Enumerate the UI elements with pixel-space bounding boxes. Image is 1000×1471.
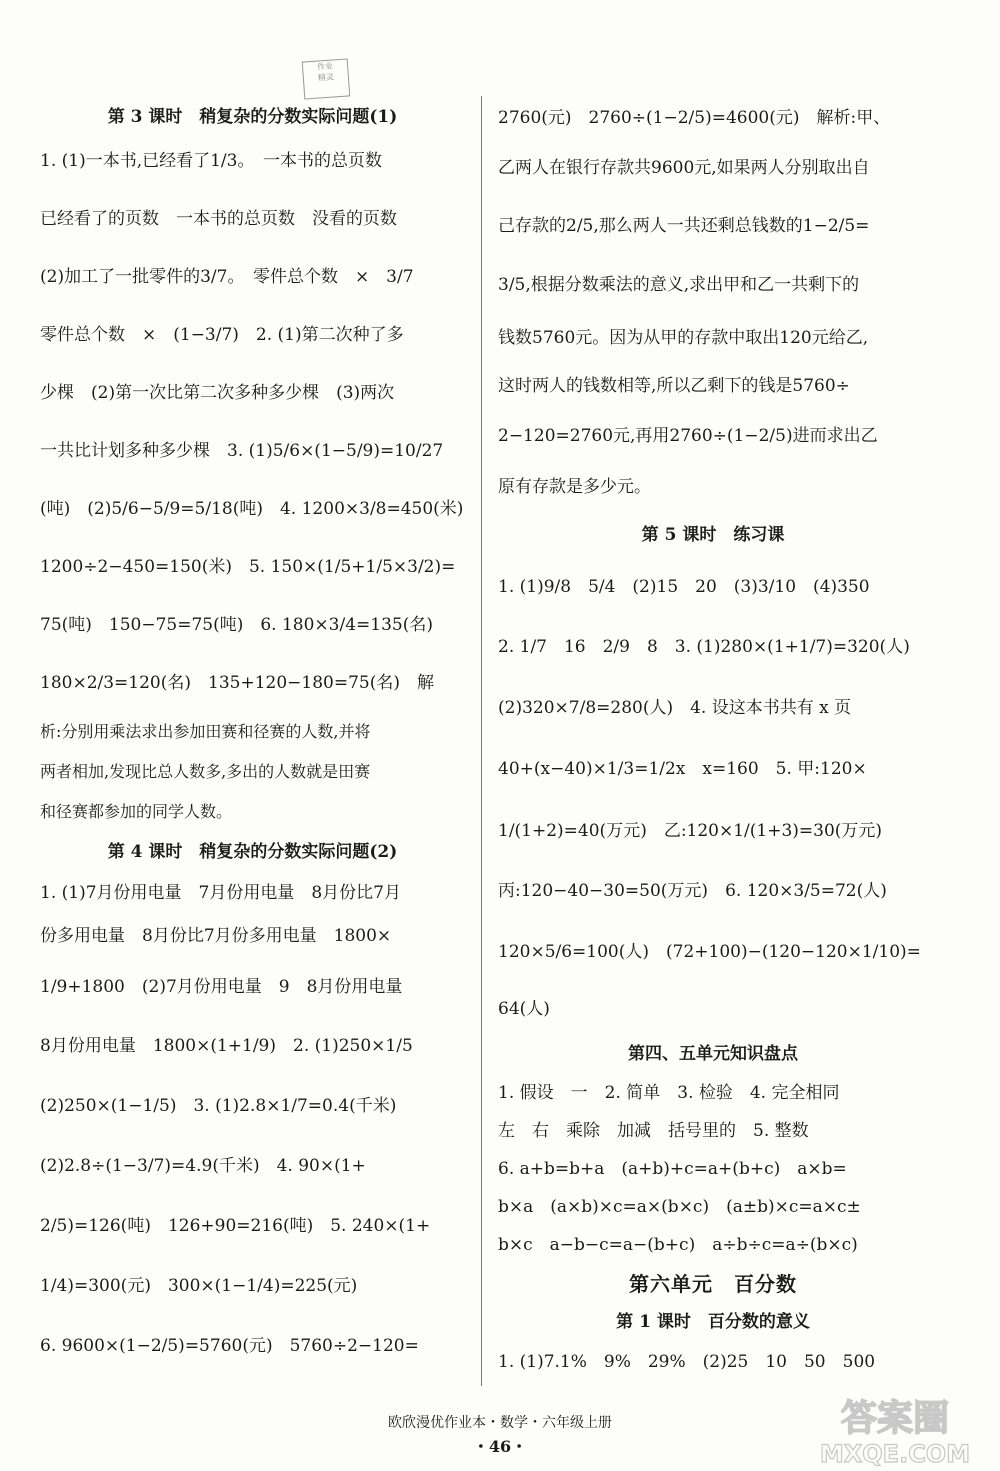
answer-line: 1. (1)7月份用电量 7月份用电量 8月份比7月: [40, 883, 401, 903]
answer-line: 1/4)=300(元) 300×(1−1/4)=225(元): [40, 1276, 358, 1296]
answer-line: 2760(元) 2760÷(1−2/5)=4600(元) 解析:甲、: [498, 108, 891, 128]
lesson4-heading: 第 4 课时 稍复杂的分数实际问题(2): [107, 842, 398, 862]
answer-line: 1/(1+2)=40(万元) 乙:120×1/(1+3)=30(万元): [498, 821, 883, 841]
answer-line: 1200÷2−450=150(米) 5. 150×(1/5+1/5×3/2)=: [40, 557, 456, 577]
answer-line: 75(吨) 150−75=75(吨) 6. 180×3/4=135(名): [40, 615, 433, 635]
lesson5-heading: 第 5 课时 练习课: [641, 525, 785, 545]
answer-line: b×c a−b−c=a−(b+c) a÷b÷c=a÷(b×c): [498, 1235, 858, 1255]
watermark-logo: [800, 1390, 990, 1468]
answer-line: (吨) (2)5/6−5/9=5/18(吨) 4. 1200×3/8=450(米): [40, 499, 464, 519]
answer-line: 钱数5760元。因为从甲的存款中取出120元给乙,: [498, 328, 869, 348]
answer-line: 2−120=2760元,再用2760÷(1−2/5)进而求出乙: [498, 426, 878, 446]
stamp-logo: 作业 精灵: [302, 58, 351, 99]
answer-line: b×a (a×b)×c=a×(b×c) (a±b)×c=a×c±: [498, 1197, 861, 1217]
unit6-title: 第六单元 百分数: [629, 1272, 797, 1296]
watermark-brand: 答案圈: [840, 1398, 950, 1439]
answer-line: 6. a+b=b+a (a+b)+c=a+(b+c) a×b=: [498, 1159, 847, 1179]
answer-line: 6. 9600×(1−2/5)=5760(元) 5760÷2−120=: [40, 1336, 419, 1356]
answer-line: 64(人): [498, 999, 550, 1019]
answer-line: 1/9+1800 (2)7月份用电量 9 8月份用电量: [40, 977, 403, 997]
answer-line: 1. (1)7.1% 9% 29% (2)25 10 50 500: [498, 1352, 876, 1372]
answer-line: 这时两人的钱数相等,所以乙剩下的钱是5760÷: [498, 376, 850, 396]
answer-line: 1. (1)一本书,已经看了1/3。 一本书的总页数: [40, 151, 382, 171]
answer-line: 丙:120−40−30=50(万元) 6. 120×3/5=72(人): [498, 881, 887, 901]
unit-review-heading: 第四、五单元知识盘点: [628, 1044, 798, 1064]
right-column: [498, 96, 928, 1384]
answer-line: 1. 假设 一 2. 简单 3. 检验 4. 完全相同: [498, 1083, 840, 1103]
page-number: ・46・: [472, 1437, 528, 1456]
footer-series-title: 欧欣漫优作业本・数学・六年级上册: [388, 1415, 612, 1431]
answer-line: 一共比计划多种多少棵 3. (1)5/6×(1−5/9)=10/27: [40, 441, 444, 461]
answer-line: (2)320×7/8=280(人) 4. 设这本书共有 x 页: [498, 698, 852, 718]
answer-line: 1. (1)9/8 5/4 (2)15 20 (3)3/10 (4)350: [498, 577, 870, 597]
answer-line: 2. 1/7 16 2/9 8 3. (1)280×(1+1/7)=320(人): [498, 637, 910, 657]
column-divider: [481, 96, 482, 1386]
analysis-line: 两者相加,发现比总人数多,多出的人数就是田赛: [40, 762, 371, 781]
answer-line: 2/5)=126(吨) 126+90=216(吨) 5. 240×(1+: [40, 1216, 431, 1236]
watermark-site: MXQE.COM: [819, 1440, 971, 1468]
answer-line: 少棵 (2)第一次比第二次多种多少棵 (3)两次: [40, 383, 395, 403]
answer-line: 己存款的2/5,那么两人一共还剩总钱数的1−2/5=: [498, 216, 870, 236]
answer-line: 零件总个数 × (1−3/7) 2. (1)第二次种了多: [40, 325, 404, 345]
unit6-lesson1-heading: 第 1 课时 百分数的意义: [616, 1312, 810, 1332]
answer-line: 原有存款是多少元。: [498, 477, 651, 497]
analysis-line: 析:分别用乘法求出参加田赛和径赛的人数,并将: [40, 722, 371, 741]
answer-line: 乙两人在银行存款共9600元,如果两人分别取出自: [498, 158, 870, 178]
lesson3-heading: 第 3 课时 稍复杂的分数实际问题(1): [107, 107, 398, 127]
answer-line: 已经看了的页数 一本书的总页数 没看的页数: [40, 209, 397, 229]
answer-line: 3/5,根据分数乘法的意义,求出甲和乙一共剩下的: [498, 275, 860, 295]
answer-line: 120×5/6=100(人) (72+100)−(120−120×1/10)=: [498, 942, 921, 962]
answer-line: (2)加工了一批零件的3/7。 零件总个数 × 3/7: [40, 267, 414, 287]
left-column: [40, 96, 465, 1376]
answer-line: 40+(x−40)×1/3=1/2x x=160 5. 甲:120×: [498, 759, 867, 779]
answer-line: (2)2.8÷(1−3/7)=4.9(千米) 4. 90×(1+: [40, 1156, 366, 1176]
answer-line: 份多用电量 8月份比7月份多用电量 1800×: [40, 926, 392, 946]
answer-line: 180×2/3=120(名) 135+120−180=75(名) 解: [40, 673, 434, 693]
analysis-line: 和径赛都参加的同学人数。: [40, 802, 233, 821]
answer-line: (2)250×(1−1/5) 3. (1)2.8×1/7=0.4(千米): [40, 1096, 397, 1116]
answer-line: 左 右 乘除 加减 括号里的 5. 整数: [498, 1121, 809, 1141]
answer-line: 8月份用电量 1800×(1+1/9) 2. (1)250×1/5: [40, 1036, 413, 1056]
